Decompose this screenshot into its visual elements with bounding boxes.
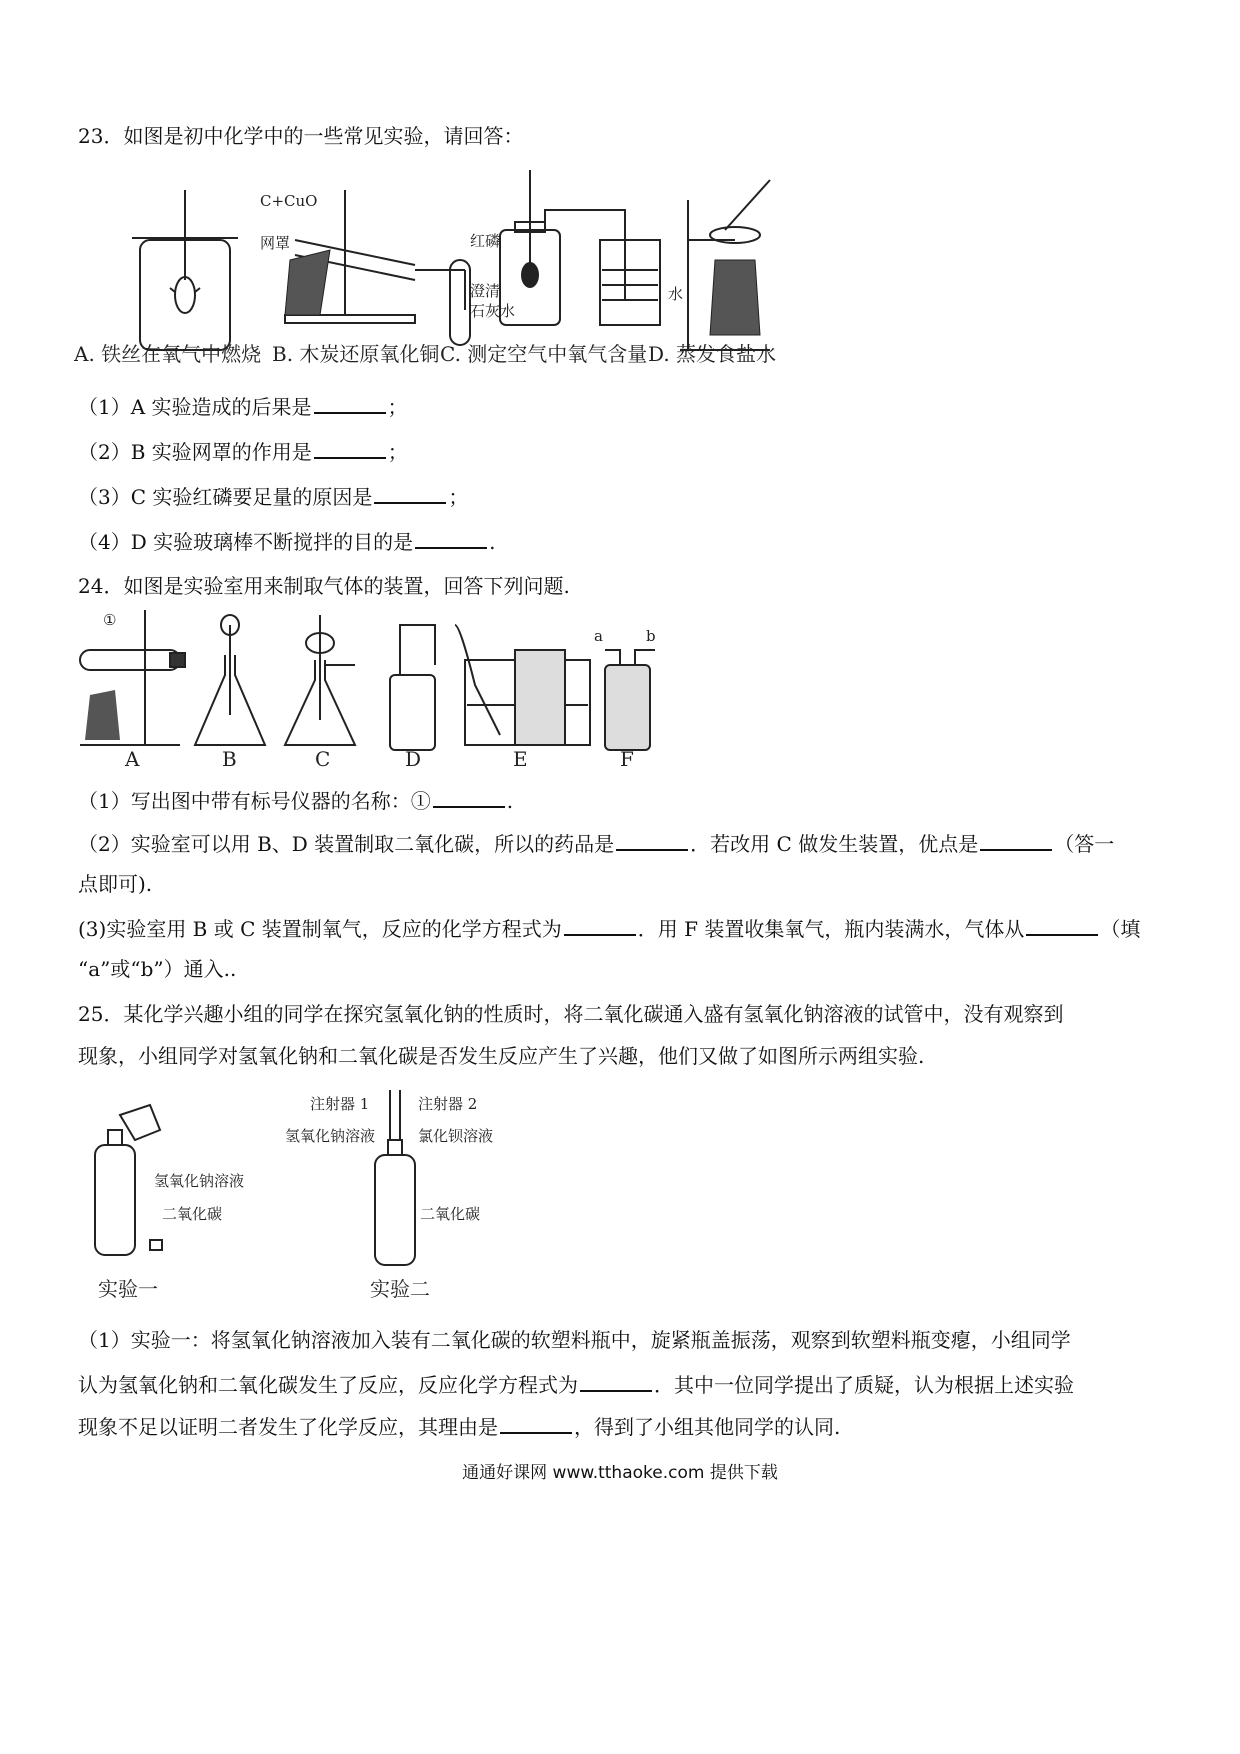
answer-blank[interactable] xyxy=(415,529,487,549)
q23-item-1 xyxy=(78,394,408,419)
q23-item-4-end: . xyxy=(489,530,496,554)
q25-bottle-drawing xyxy=(70,1085,570,1305)
q24-item-1-end: . xyxy=(506,789,514,813)
label-a: A xyxy=(125,747,140,771)
q24-item-2 xyxy=(78,831,1114,856)
label-f: F xyxy=(620,747,634,771)
label-b: B xyxy=(222,747,237,771)
q25-item-1-line-2-end: ．其中一位同学提出了质疑，认为根据上述实验 xyxy=(654,1373,1074,1397)
answer-blank[interactable] xyxy=(500,1414,572,1434)
answer-blank[interactable] xyxy=(374,484,446,504)
q23-item-3-end: ； xyxy=(448,485,469,509)
q25-item-1-line-3-text: 现象不足以证明二者发生了化学反应，其理由是 xyxy=(78,1415,498,1439)
answer-blank[interactable] xyxy=(564,916,636,936)
exp2-naoh-label: 氢氧化钠溶液 xyxy=(285,1127,376,1145)
answer-blank[interactable] xyxy=(1026,916,1098,936)
q24-stem: 24．如图是实验室用来制取气体的装置，回答下列问题. xyxy=(78,574,570,598)
answer-blank[interactable] xyxy=(580,1372,652,1392)
label-honglin: 红磷 xyxy=(470,232,501,250)
q23-item-1-end: ； xyxy=(387,395,408,419)
q24-item-1-text: （1）写出图中带有标号仪器的名称：① xyxy=(78,789,431,813)
q23-item-2-text: （2）B 实验网罩的作用是 xyxy=(78,440,312,464)
label-shui: 水 xyxy=(668,285,684,303)
label-wangzhao: 网罩 xyxy=(260,234,291,252)
q24-figure xyxy=(70,605,660,775)
q25-stem-line-2 xyxy=(78,1044,924,1068)
exp2-syringe-1: 注射器 1 xyxy=(310,1095,370,1113)
label-c-cuo: C+CuO xyxy=(260,192,318,210)
q24-item-2-text: （2）实验室可以用 B、D 装置制取二氧化碳，所以的药品是 xyxy=(78,832,615,856)
q23-item-4 xyxy=(78,529,495,554)
exp2-caption: 实验二 xyxy=(370,1277,430,1301)
q23-item-3-text: （3）C 实验红磷要足量的原因是 xyxy=(78,485,373,509)
label-e: E xyxy=(513,747,528,771)
q25-item-1-line-3-end: ，得到了小组其他同学的认同. xyxy=(574,1415,841,1439)
q24-item-3-end: （填 xyxy=(1100,917,1141,941)
answer-blank[interactable] xyxy=(314,394,386,414)
q24-apparatus-drawing xyxy=(70,605,660,775)
exp1-caption: 实验一 xyxy=(98,1277,158,1301)
label-chengqing: 澄清 xyxy=(470,282,501,300)
answer-blank[interactable] xyxy=(616,831,688,851)
caption-a: A. 铁丝在氧气中燃烧 xyxy=(74,342,262,366)
q25-stem-line-2-text: 象，小组同学对氢氧化钠和二氧化碳是否发生反应产生了兴趣，他们又做了如图所示两组实验. xyxy=(98,1044,925,1068)
q24-item-3-mid: ．用 F 装置收集氧气，瓶内装满水，气体从 xyxy=(637,917,1025,941)
q23-item-3 xyxy=(78,484,468,509)
page-footer: 通通好课网 www.tthaoke.com 提供下载 xyxy=(462,1463,778,1483)
port-b: b xyxy=(646,627,656,645)
q23-stem: 23．如图是初中化学中的一些常见实验，请回答： xyxy=(78,124,524,148)
label-c: C xyxy=(315,747,331,771)
q24-item-1 xyxy=(78,788,513,813)
q25-item-1-line-3 xyxy=(78,1414,840,1439)
q25-figure xyxy=(70,1085,570,1305)
q24-item-3-text: (3)实验室用 B 或 C 装置制氧气，反应的化学方程式为 xyxy=(78,917,562,941)
q24-item-2-mid: ．若改用 C 做发生装置，优点是 xyxy=(690,832,979,856)
q23-figure xyxy=(70,160,780,370)
exp1-co2-label: 二氧化碳 xyxy=(162,1205,223,1223)
caption-d: D. 蒸发食盐水 xyxy=(648,342,777,366)
q25-item-1-line-1: （1）实验一：将氢氧化钠溶液加入装有二氧化碳的软塑料瓶中，旋紧瓶盖振荡，观察到软塑料瓶变瘪，小组同学 xyxy=(78,1328,1071,1352)
q23-item-2 xyxy=(78,439,408,464)
q23-item-2-end: ； xyxy=(387,440,408,464)
label-d: D xyxy=(405,747,422,771)
exp1-naoh-label: 氢氧化钠溶液 xyxy=(154,1172,245,1190)
q25-stem-line-2-prefix: 现 xyxy=(78,1044,98,1068)
q24-item-2-end: （答一 xyxy=(1054,832,1115,856)
marker-1: ① xyxy=(103,611,117,629)
caption-c: C. 测定空气中氧气含量 xyxy=(440,342,648,366)
q25-item-1-line-2-text: 认为氢氧化钠和二氧化碳发生了反应，反应化学方程式为 xyxy=(78,1373,578,1397)
exp2-co2-label: 二氧化碳 xyxy=(420,1205,481,1223)
q25-item-1-line-2 xyxy=(78,1372,1074,1397)
q24-item-3-cont: “a”或“b”）通入.. xyxy=(78,957,237,981)
exp2-syringe-2: 注射器 2 xyxy=(418,1095,478,1113)
q23-item-1-text: （1）A 实验造成的后果是 xyxy=(78,395,312,419)
caption-b: B. 木炭还原氧化铜 xyxy=(272,342,440,366)
answer-blank[interactable] xyxy=(314,439,386,459)
label-shihuishui: 石灰水 xyxy=(470,302,516,320)
q25-stem-line-1: 25．某化学兴趣小组的同学在探究氢氧化钠的性质时，将二氧化碳通入盛有氢氧化钠溶液的试管中，没有观察到 xyxy=(78,1002,1064,1026)
answer-blank[interactable] xyxy=(433,788,505,808)
q24-item-3 xyxy=(78,916,1140,941)
answer-blank[interactable] xyxy=(980,831,1052,851)
q23-item-4-text: （4）D 实验玻璃棒不断搅拌的目的是 xyxy=(78,530,414,554)
q24-item-2-cont: 点即可). xyxy=(78,872,153,896)
exp2-bacl2-label: 氯化钡溶液 xyxy=(418,1127,494,1145)
port-a: a xyxy=(594,627,603,645)
